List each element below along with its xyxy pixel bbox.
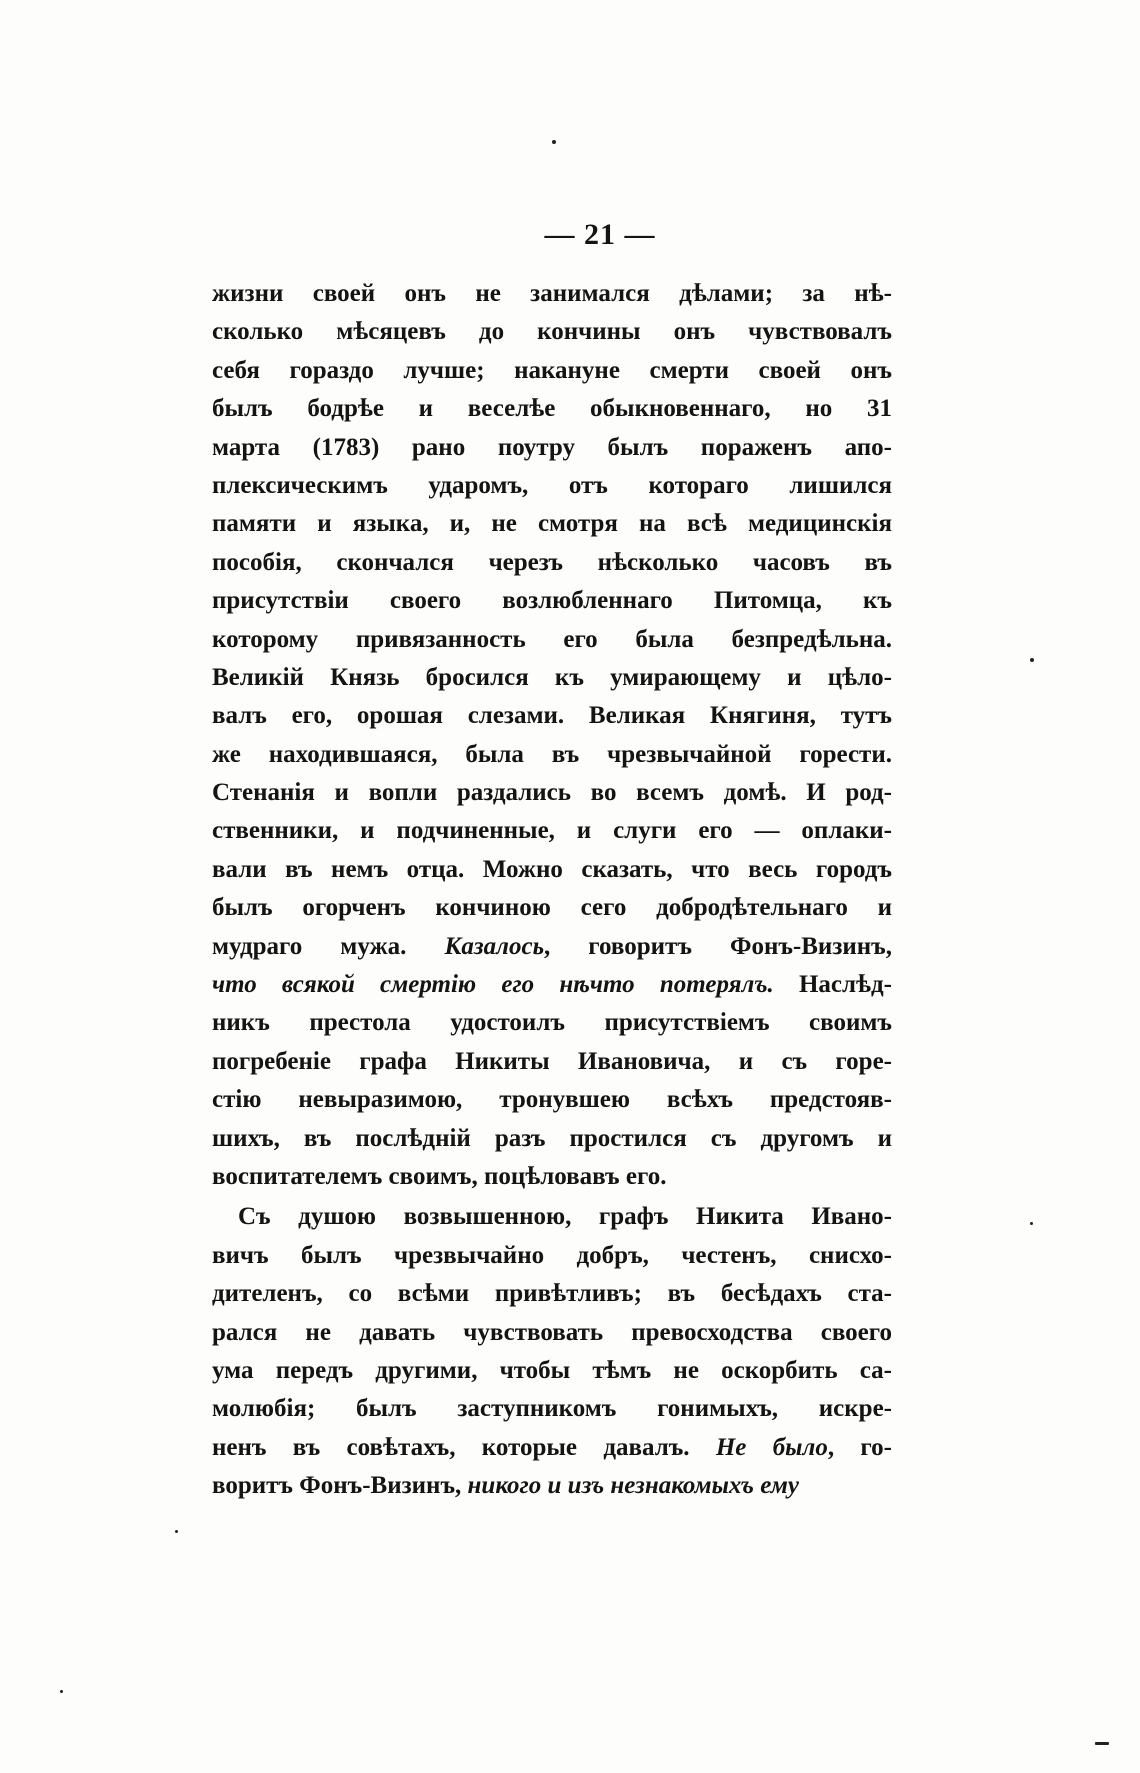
text-line (212, 1390, 892, 1428)
text-line (212, 1429, 892, 1467)
text-line (212, 275, 892, 313)
text-line (212, 621, 892, 659)
text-line (212, 697, 892, 735)
text-run: Съ душою возвышенною, графъ Никита Ивано- (238, 1203, 892, 1231)
text-line (212, 851, 892, 889)
text-run: Стенанія и вопли раздались во всемъ домѣ. И род- (212, 779, 892, 807)
text-run: же находившаяся, была въ чрезвычайной горести. (212, 740, 892, 768)
text-line (212, 1004, 892, 1042)
text-run: , говоритъ Фонъ-Визинъ, (544, 932, 893, 960)
text-line (212, 1198, 892, 1236)
page-number: — 21 — (544, 218, 656, 251)
text-run: рался не давать чувствовать превосходства своего (212, 1318, 892, 1346)
text-run: жизни своей онъ не занимался дѣлами; за нѣ- (212, 280, 892, 307)
print-speck (1030, 658, 1034, 662)
text-line (212, 429, 892, 467)
text-line (212, 812, 892, 850)
text-run: себя гораздо лучше; накануне смерти своей онъ (212, 356, 892, 384)
text-run: Великій Князь бросился къ умирающему и цѣло- (212, 663, 892, 691)
text-run: марта (1783) рано поутру былъ пораженъ апо- (212, 433, 892, 461)
text-run: , го- (827, 1433, 892, 1461)
text-run: пособія, скончался черезъ нѣсколько часовъ въ (212, 548, 892, 576)
paragraph-1 (212, 275, 892, 1196)
text-line (212, 1467, 892, 1505)
italic-quote: Не было (715, 1433, 828, 1461)
text-line (212, 1043, 892, 1081)
paragraph-2 (212, 1198, 892, 1505)
text-run: Наслѣд- (773, 971, 892, 999)
text-line (212, 659, 892, 697)
print-speck (175, 1530, 178, 1533)
text-run: былъ бодрѣе и веселѣе обыкновеннаго, но 31 (212, 395, 892, 423)
text-line (212, 505, 892, 543)
print-speck (552, 140, 556, 144)
text-line (212, 889, 892, 927)
text-run: плексическимъ ударомъ, отъ котораго лишился (212, 471, 892, 499)
text-line (212, 390, 892, 428)
text-run: былъ огорченъ кончиною сего добродѣтельнаго и (212, 894, 892, 922)
text-run: никъ престола удостоилъ присутствіемъ своимъ (212, 1009, 892, 1037)
text-run: погребеніе графа Никиты Ивановича, и съ горе- (212, 1047, 892, 1075)
text-line (212, 1158, 892, 1196)
text-run: валъ его, орошая слезами. Великая Княгиня, тутъ (212, 702, 892, 730)
text-line (212, 736, 892, 774)
italic-quote: Казалось (444, 932, 544, 960)
print-speck (1095, 1742, 1109, 1745)
text-line (212, 467, 892, 505)
text-run: памяти и языка, и, не смотря на всѣ медицинскія (212, 510, 892, 538)
text-line (212, 928, 892, 966)
text-run: шихъ, въ послѣдній разъ простился съ другомъ и (212, 1124, 892, 1152)
text-run: вичъ былъ чрезвычайно добръ, честенъ, снисхо- (212, 1241, 892, 1269)
text-line (212, 1275, 892, 1313)
text-run: дителенъ, со всѣми привѣтливъ; въ бесѣдахъ ста- (212, 1280, 892, 1308)
italic-quote: что всякой смертію его нѣчто потерялъ. (212, 971, 774, 999)
text-run: воритъ Фонъ-Визинъ, (212, 1472, 468, 1500)
text-run: присутствіи своего возлюбленнаго Питомца, къ (212, 587, 892, 615)
text-run: мудраго мужа. (212, 932, 445, 960)
text-line (212, 1314, 892, 1352)
text-line (212, 774, 892, 812)
text-run: стію невыразимою, тронувшею всѣхъ предстояв- (212, 1086, 892, 1114)
print-speck (1030, 1222, 1033, 1225)
body-text (212, 275, 892, 1506)
text-line (212, 1081, 892, 1119)
print-speck (60, 1690, 63, 1693)
text-line (212, 1237, 892, 1275)
text-run: вали въ немъ отца. Можно сказать, что весь городъ (212, 855, 892, 883)
text-line (212, 313, 892, 351)
text-run: сколько мѣсяцевъ до кончины онъ чувствовалъ (212, 318, 892, 346)
text-line (212, 1352, 892, 1390)
text-run: ненъ въ совѣтахъ, которые давалъ. (212, 1433, 716, 1461)
text-run: воспитателемъ своимъ, поцѣловавъ его. (212, 1162, 667, 1190)
text-line (212, 582, 892, 620)
text-line (212, 966, 892, 1004)
text-line (212, 1120, 892, 1158)
text-run: молюбія; былъ заступникомъ гонимыхъ, искре- (212, 1395, 892, 1423)
italic-quote: никого и изъ незнакомыхъ ему (467, 1472, 799, 1500)
text-run: которому привязанность его была безпредѣльна. (212, 625, 892, 653)
text-line (212, 544, 892, 582)
text-run: ума передъ другими, чтобы тѣмъ не оскорбить са- (212, 1356, 892, 1384)
text-line (212, 352, 892, 390)
text-run: ственники, и подчиненные, и слуги его — оплаки- (212, 817, 892, 845)
